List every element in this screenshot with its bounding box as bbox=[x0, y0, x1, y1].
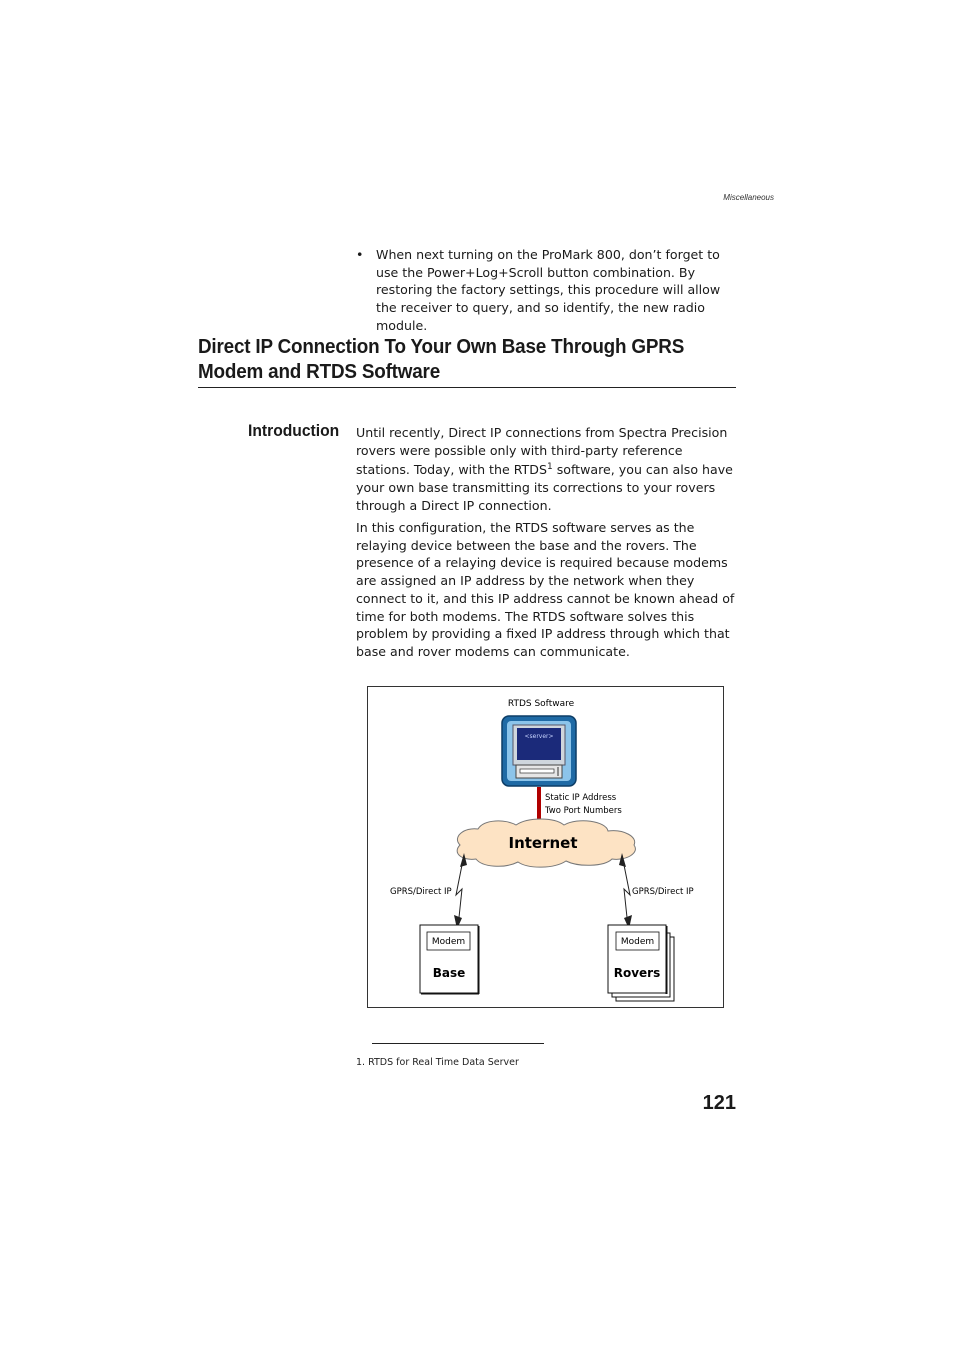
section-title: Direct IP Connection To Your Own Base Through GPRS Modem and RTDS Software bbox=[198, 335, 685, 383]
title-divider bbox=[198, 387, 736, 388]
link-label-static-ip: Static IP Address bbox=[545, 793, 617, 803]
rtds-diagram bbox=[367, 686, 724, 1008]
rover-modem-label: Modem bbox=[620, 937, 655, 947]
server-computer-icon bbox=[502, 716, 576, 786]
internet-label: Internet bbox=[508, 834, 578, 852]
introduction-heading: Introduction bbox=[248, 421, 340, 440]
bullet-marker: • bbox=[356, 247, 364, 262]
bullet-item bbox=[356, 246, 736, 335]
rovers-box-stack bbox=[608, 925, 674, 1001]
base-station-box bbox=[420, 925, 479, 994]
base-label: Base bbox=[432, 966, 466, 980]
server-screen-text: <server> bbox=[524, 733, 554, 740]
server-title: RTDS Software bbox=[507, 699, 575, 709]
page-number: 121 bbox=[702, 1092, 736, 1114]
left-link-label: GPRS/Direct IP bbox=[390, 887, 452, 897]
bullet-text: When next turning on the ProMark 800, don’t forget to use the Power+Log+Scroll button combination. By restoring the factory settings, this procedure will allow the receiver to query, and so identify, the new radio module. bbox=[376, 247, 721, 333]
introduction-paragraph-1: Until recently, Direct IP connections from Spectra Precision rovers were possible only with third-party reference stations. Today, with the RTDS$^1$ software, you can also have your own base transmitting its corrections to your rovers through a Direct IP connection. bbox=[356, 425, 733, 513]
rtds-diagram-svg bbox=[368, 687, 723, 1007]
base-modem-label: Modem bbox=[431, 937, 466, 947]
footnote-divider bbox=[372, 1043, 544, 1044]
footnote: 1. RTDS for Real Time Data Server bbox=[356, 1057, 519, 1068]
introduction-paragraph-2: In this configuration, the RTDS software serves as the relaying device between the base and the rovers. The presence of a relaying device is required because modems are assigned an IP address by the network when they connect to it, and this IP address cannot be known ahead of time for both modems. The RTDS software solves this problem by providing a fixed IP address through which that base and rover modems can communicate. bbox=[356, 520, 735, 659]
running-header: Miscellaneous bbox=[723, 193, 774, 202]
footnote-reference: 1 bbox=[546, 462, 553, 473]
rovers-label: Rovers bbox=[613, 966, 661, 980]
right-link-label: GPRS/Direct IP bbox=[632, 887, 694, 897]
link-label-ports: Two Port Numbers bbox=[545, 806, 622, 816]
